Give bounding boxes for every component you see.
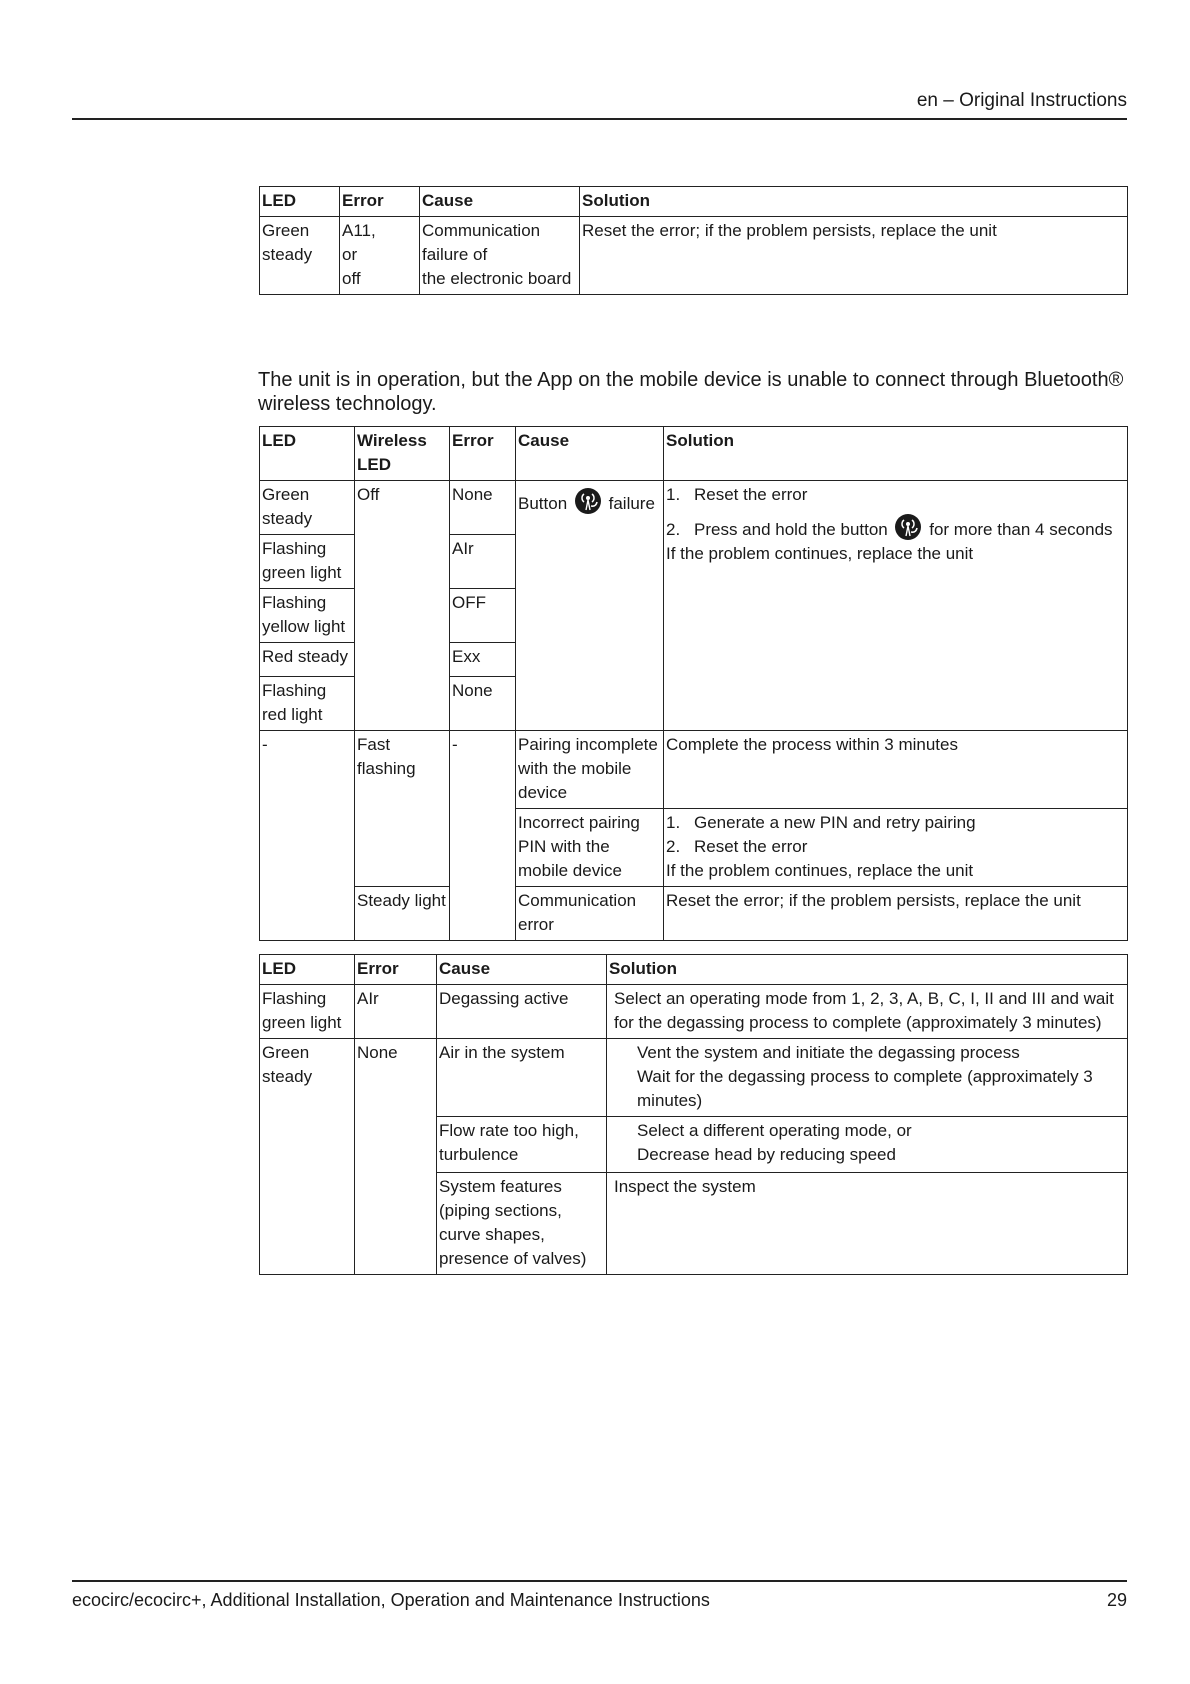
col-led: LED bbox=[260, 427, 355, 481]
solution-cell: Inspect the system bbox=[607, 1173, 1128, 1275]
wireless-led-cell: Steady light bbox=[355, 887, 450, 941]
cause-cell: Button failure bbox=[516, 481, 664, 731]
error-cell: A11, or off bbox=[340, 217, 420, 295]
error-cell: Exx bbox=[450, 643, 516, 677]
col-cause: Cause bbox=[437, 955, 607, 985]
table-row bbox=[260, 731, 1128, 809]
solution-cell: 1. Reset the error 2. Press and hold the button for more than 4 seconds If the problem continues, replace the unit bbox=[664, 481, 1128, 731]
led-cell: - bbox=[260, 731, 355, 941]
solution-cell: Complete the process within 3 minutes bbox=[664, 731, 1128, 809]
cause-cell: Communication error bbox=[516, 887, 664, 941]
cause-cell: System features (piping sections, curve shapes, presence of valves) bbox=[437, 1173, 607, 1275]
error-cell: None bbox=[450, 677, 516, 731]
table-row bbox=[260, 887, 1128, 941]
cause-cell: Communication failure of the electronic board bbox=[420, 217, 580, 295]
error-cell: OFF bbox=[450, 589, 516, 643]
led-cell: Flashing green light bbox=[260, 535, 355, 589]
table-row bbox=[260, 217, 1128, 295]
error-cell: None bbox=[355, 1039, 437, 1275]
led-cell: Flashing red light bbox=[260, 677, 355, 731]
solution-cell: Reset the error; if the problem persists, replace the unit bbox=[580, 217, 1128, 295]
led-cell: Green steady bbox=[260, 1039, 355, 1275]
table-header-row bbox=[260, 955, 1128, 985]
error-cell: AIr bbox=[450, 535, 516, 589]
cause-cell: Air in the system bbox=[437, 1039, 607, 1117]
solution-cell: Select an operating mode from 1, 2, 3, A, B, C, I, II and III and wait for the degassing process to complete (approximately 3 minutes) bbox=[607, 985, 1128, 1039]
error-cell: AIr bbox=[355, 985, 437, 1039]
wireless-led-cell: Fast flashing bbox=[355, 731, 450, 887]
page-number: 29 bbox=[1106, 1590, 1127, 1610]
col-error: Error bbox=[450, 427, 516, 481]
solution-cell: 1. Generate a new PIN and retry pairing 2. Reset the error If the problem continues, replace the unit bbox=[664, 809, 1128, 887]
col-led: LED bbox=[260, 187, 340, 217]
cause-cell: Incorrect pairing PIN with the mobile device bbox=[516, 809, 664, 887]
col-cause: Cause bbox=[516, 427, 664, 481]
solution-cell: Vent the system and initiate the degassing process Wait for the degassing process to complete (approximately 3 minutes) bbox=[607, 1039, 1128, 1117]
wireless-button-icon bbox=[574, 487, 602, 515]
footer-rule bbox=[72, 1580, 1127, 1582]
col-error: Error bbox=[355, 955, 437, 985]
led-cell: Flashing yellow light bbox=[260, 589, 355, 643]
table-row bbox=[260, 985, 1128, 1039]
col-error: Error bbox=[340, 187, 420, 217]
solution-cell: Select a different operating mode, or Decrease head by reducing speed bbox=[607, 1117, 1128, 1173]
cause-cell: Degassing active bbox=[437, 985, 607, 1039]
table-row bbox=[260, 481, 1128, 535]
col-cause: Cause bbox=[420, 187, 580, 217]
table-row bbox=[260, 1039, 1128, 1117]
error-cell: None bbox=[450, 481, 516, 535]
section-intro: The unit is in operation, but the App on the mobile device is unable to connect through Bluetooth® wireless technology. bbox=[258, 369, 1124, 415]
error-cell: - bbox=[450, 731, 516, 941]
page-header: en – Original Instructions bbox=[916, 90, 1127, 111]
degassing-table bbox=[259, 954, 1128, 1275]
error-table-1 bbox=[259, 186, 1128, 295]
led-cell: Green steady bbox=[260, 217, 340, 295]
wireless-button-icon bbox=[894, 513, 922, 541]
col-solution: Solution bbox=[664, 427, 1128, 481]
table-header-row bbox=[260, 427, 1128, 481]
solution-cell: Reset the error; if the problem persists, replace the unit bbox=[664, 887, 1128, 941]
led-cell: Red steady bbox=[260, 643, 355, 677]
led-cell: Flashing green light bbox=[260, 985, 355, 1039]
header-rule bbox=[72, 118, 1127, 120]
led-cell: Green steady bbox=[260, 481, 355, 535]
cause-cell: Flow rate too high, turbulence bbox=[437, 1117, 607, 1173]
bluetooth-error-table bbox=[259, 426, 1128, 941]
cause-cell: Pairing incomplete with the mobile device bbox=[516, 731, 664, 809]
col-led: LED bbox=[260, 955, 355, 985]
col-solution: Solution bbox=[580, 187, 1128, 217]
col-solution: Solution bbox=[607, 955, 1128, 985]
col-wireless-led: Wireless LED bbox=[355, 427, 450, 481]
table-header-row bbox=[260, 187, 1128, 217]
footer-title: ecocirc/ecocirc+, Additional Installation, Operation and Maintenance Instructions bbox=[72, 1590, 710, 1610]
wireless-led-cell: Off bbox=[355, 481, 450, 731]
